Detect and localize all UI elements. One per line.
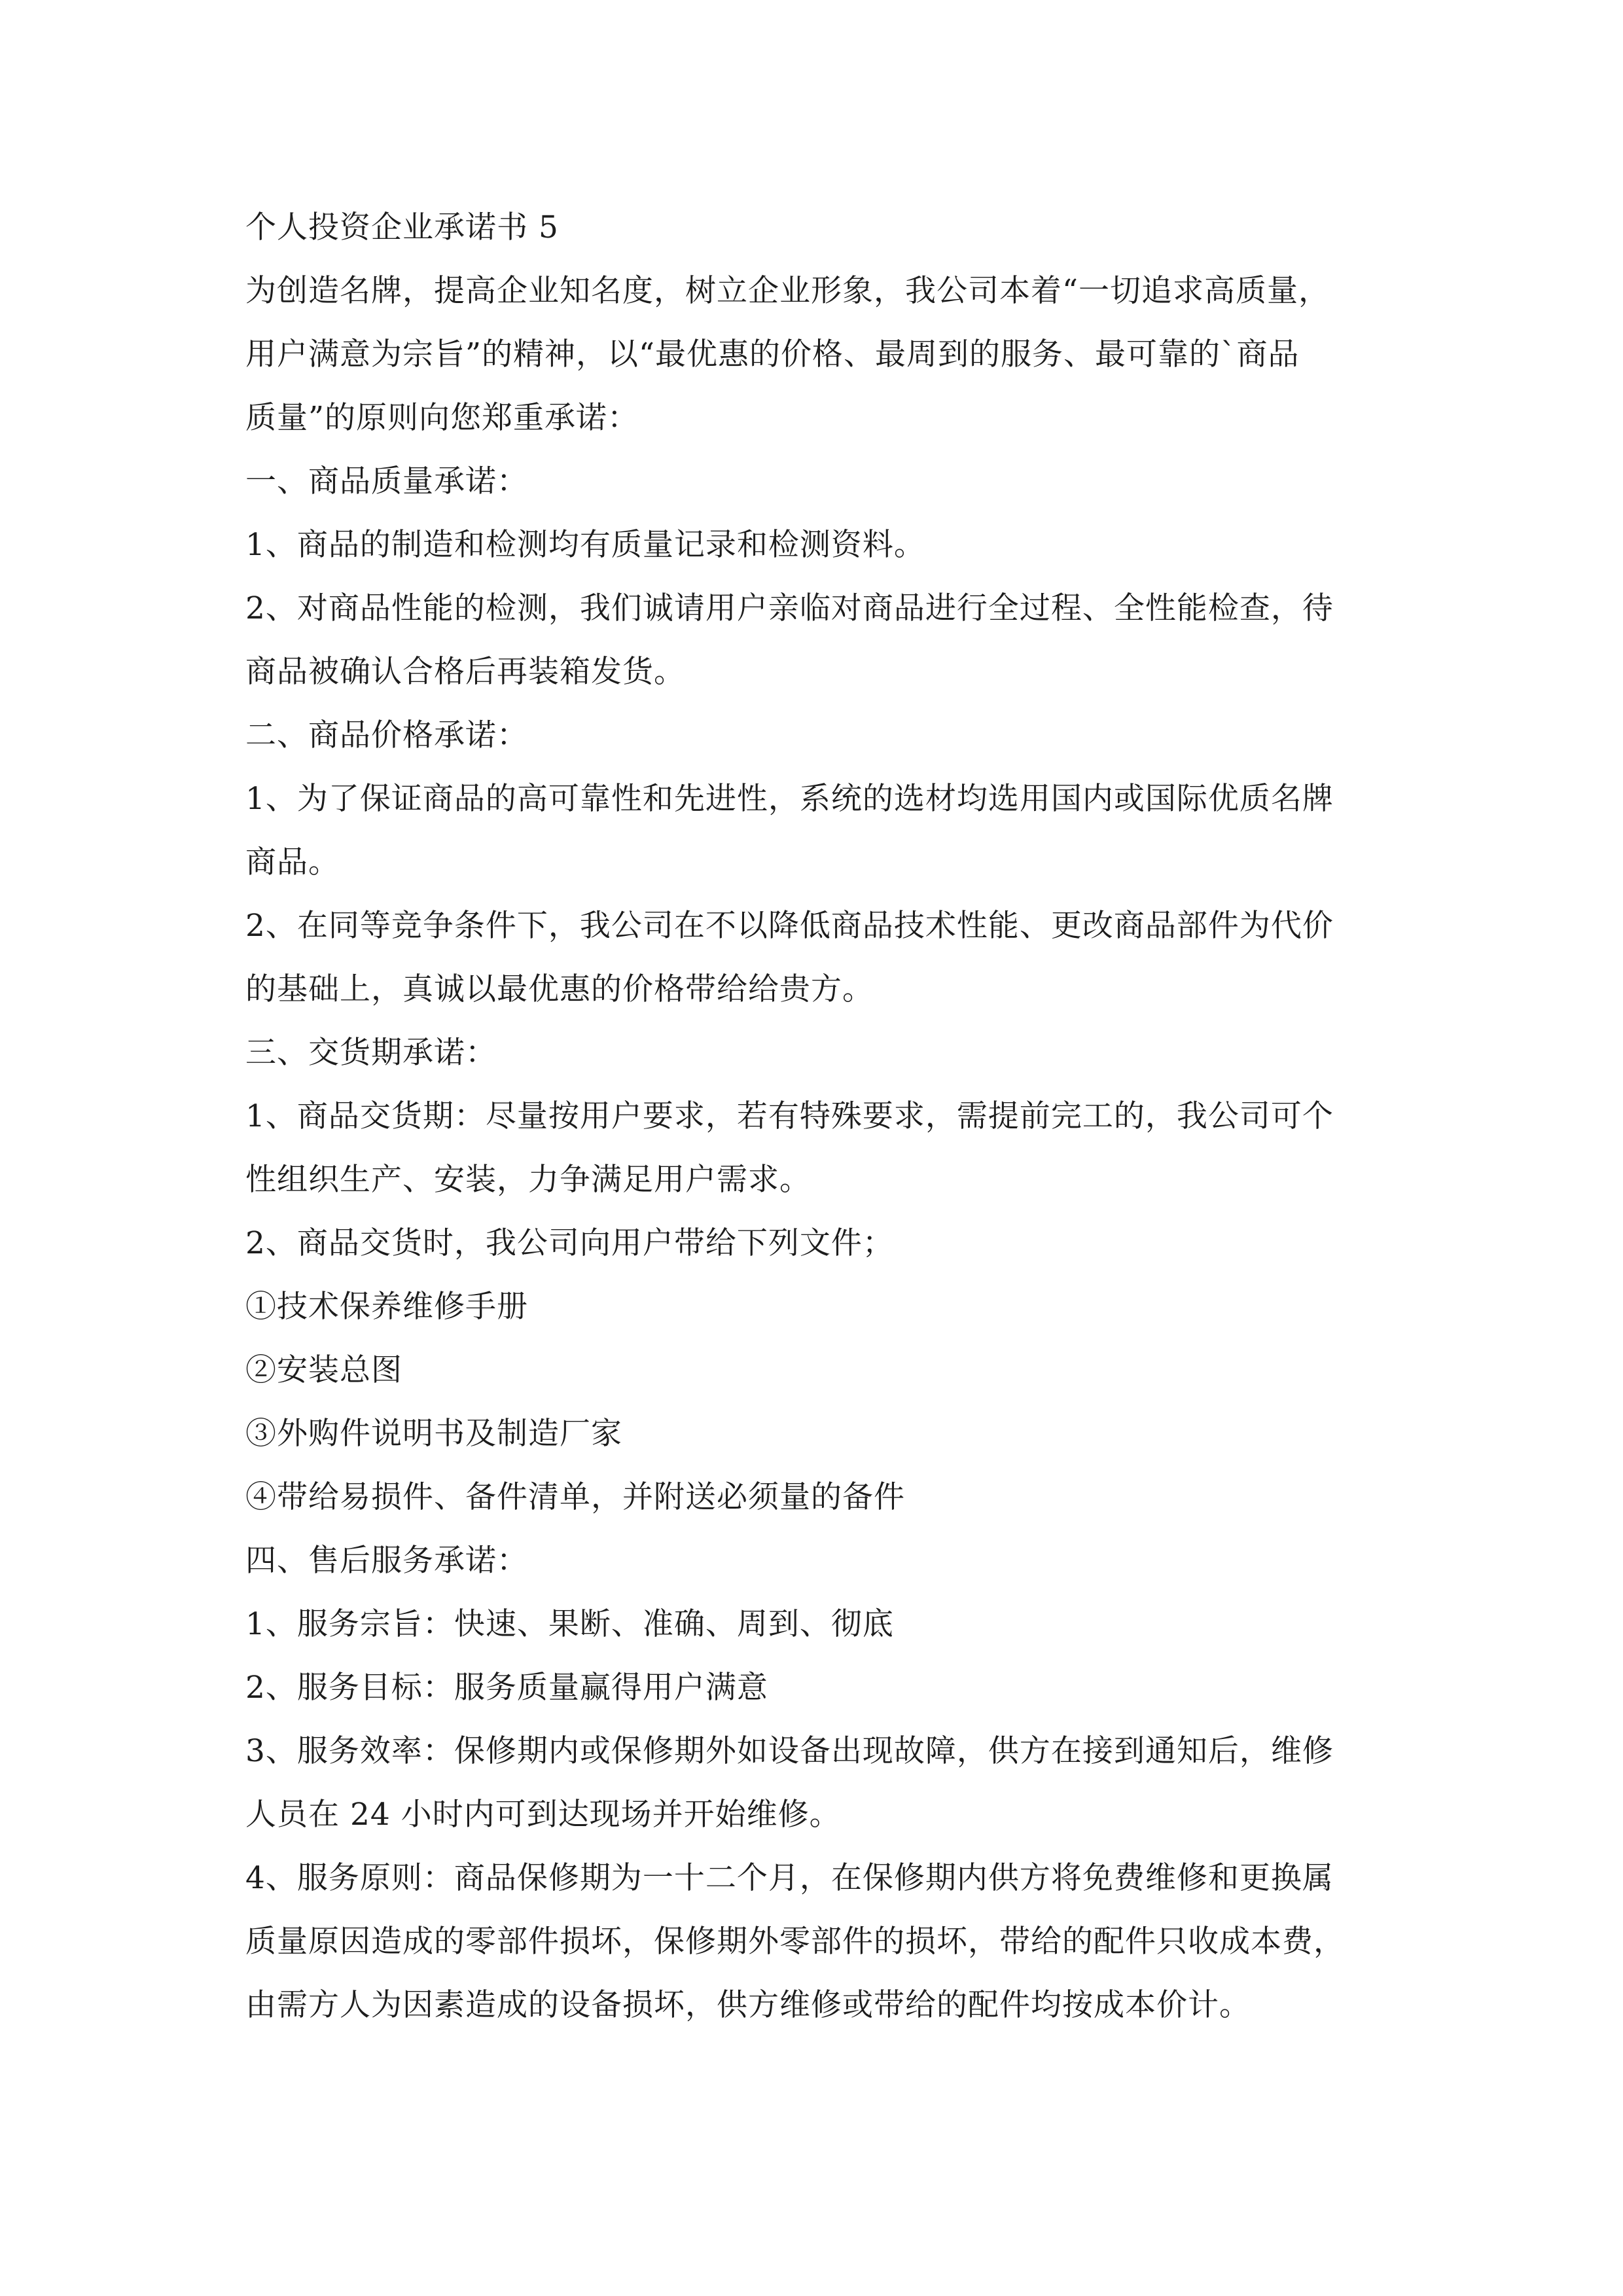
intro-paragraph-line: 质量”的原则向您郑重承诺： (245, 400, 639, 436)
document-list-item: ②安装总图 (245, 1352, 402, 1388)
list-item: 2、对商品性能的检测，我们诚请用户亲临对商品进行全过程、全性能检查，待 (245, 590, 1334, 626)
section-heading-after-sales: 四、售后服务承诺： (245, 1543, 528, 1579)
section-heading-price: 二、商品价格承诺： (245, 717, 528, 753)
list-item-continuation: 质量原因造成的零部件损坏，保修期外零部件的损坏，带给的配件只收成本费， (245, 1924, 1345, 1960)
list-item-continuation: 人员在 24 小时内可到达现场并开始维修。 (245, 1797, 841, 1833)
list-item: 1、商品的制造和检测均有质量记录和检测资料。 (245, 527, 925, 563)
intro-paragraph-line: 为创造名牌，提高企业知名度，树立企业形象，我公司本着“一切追求高质量， (245, 273, 1330, 309)
list-item: 1、为了保证商品的高可靠性和先进性，系统的选材均选用国内或国际优质名牌 (245, 781, 1334, 817)
list-item: 2、服务目标：服务质量赢得用户满意 (245, 1670, 768, 1706)
document-list-item: ③外购件说明书及制造厂家 (245, 1416, 622, 1452)
document-title: 个人投资企业承诺书 5 (245, 209, 559, 245)
document-list-item: ④带给易损件、备件清单，并附送必须量的备件 (245, 1479, 905, 1515)
document-list-item: ①技术保养维修手册 (245, 1289, 528, 1325)
list-item-continuation: 商品。 (245, 844, 340, 880)
list-item-continuation: 的基础上，真诚以最优惠的价格带给给贵方。 (245, 971, 874, 1007)
section-heading-delivery: 三、交货期承诺： (245, 1035, 497, 1071)
list-item-continuation: 由需方人为因素造成的设备损坏，供方维修或带给的配件均按成本价计。 (245, 1987, 1251, 2023)
intro-paragraph-line: 用户满意为宗旨”的精神，以“最优惠的价格、最周到的服务、最可靠的`商品 (245, 336, 1300, 372)
list-item: 1、服务宗旨：快速、果断、准确、周到、彻底 (245, 1606, 894, 1642)
list-item-continuation: 性组织生产、安装，力争满足用户需求。 (245, 1162, 811, 1198)
list-item: 3、服务效率：保修期内或保修期外如设备出现故障，供方在接到通知后，维修 (245, 1733, 1334, 1769)
list-item: 2、商品交货时，我公司向用户带给下列文件； (245, 1225, 894, 1261)
section-heading-quality: 一、商品质量承诺： (245, 463, 528, 499)
list-item: 2、在同等竞争条件下，我公司在不以降低商品技术性能、更改商品部件为代价 (245, 908, 1334, 944)
list-item-continuation: 商品被确认合格后再装箱发货。 (245, 654, 685, 690)
list-item: 4、服务原则：商品保修期为一十二个月，在保修期内供方将免费维修和更换属 (245, 1860, 1334, 1896)
list-item: 1、商品交货期：尽量按用户要求，若有特殊要求，需提前完工的，我公司可个 (245, 1098, 1334, 1134)
